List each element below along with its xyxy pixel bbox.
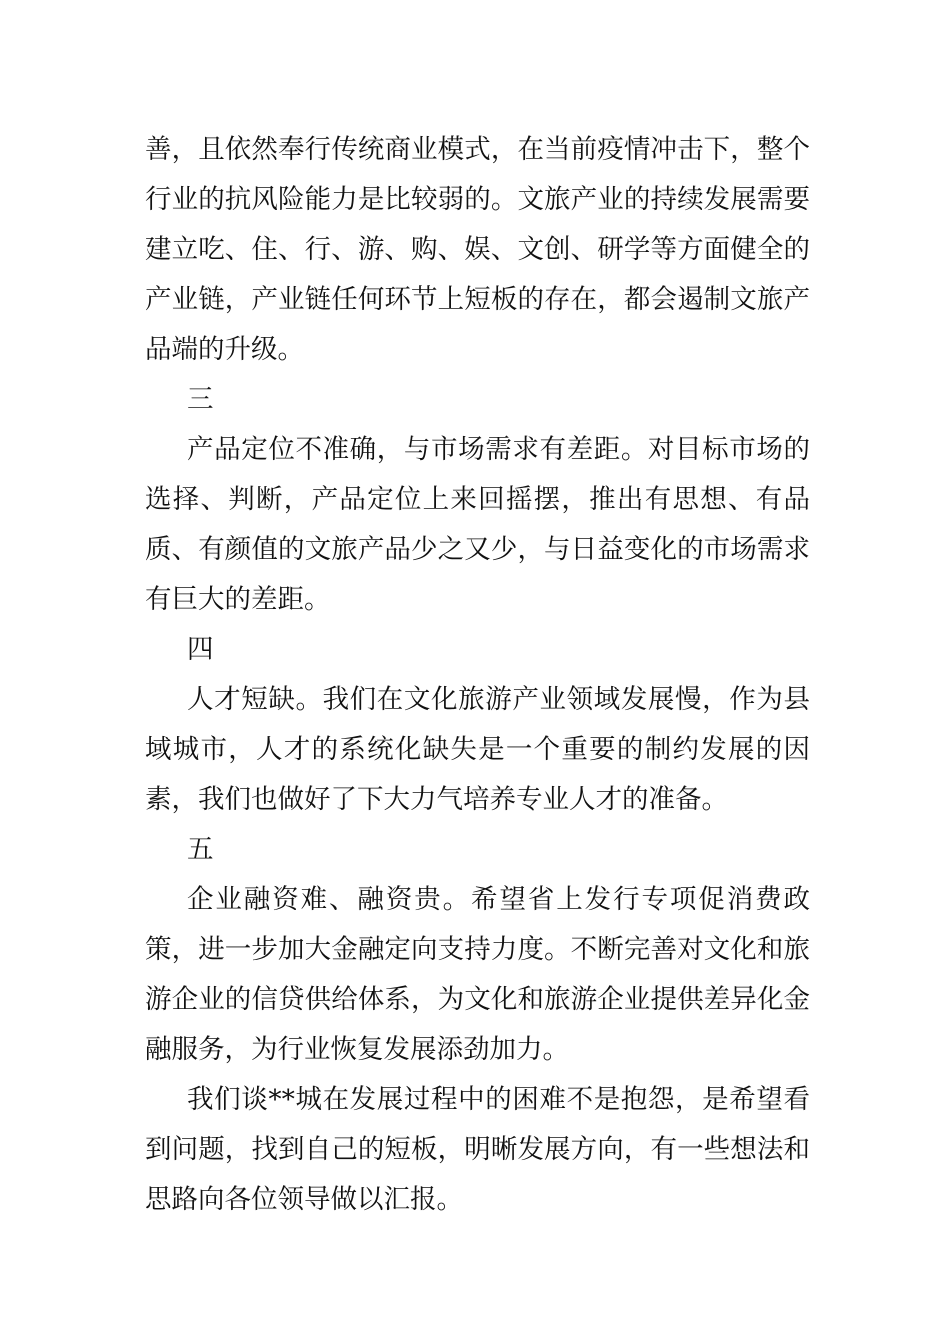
paragraph-conclusion: 我们谈**城在发展过程中的困难不是抱怨，是希望看到问题，找到自己的短板，明晰发展方向，有一些想法和思路向各位领导做以汇报。: [145, 1084, 810, 1215]
paragraph-talent-shortage: 人才短缺。我们在文化旅游产业领域发展慢，作为县域城市，人才的系统化缺失是一个重要的制约发展的因素，我们也做好了下大力气培养专业人才的准备。: [145, 684, 810, 815]
section-heading-three: 三: [187, 384, 214, 415]
document-body: [145, 125, 810, 1225]
paragraph-product-positioning: 产品定位不准确，与市场需求有差距。对目标市场的选择、判断，产品定位上来回摇摆，推出有思想、有品质、有颜值的文旅产品少之又少，与日益变化的市场需求有巨大的差距。: [145, 434, 810, 615]
section-heading-four: 四: [187, 634, 214, 665]
paragraph-continuation: 善，且依然奉行传统商业模式，在当前疫情冲击下，整个行业的抗风险能力是比较弱的。文旅产业的持续发展需要建立吃、住、行、游、购、娱、文创、研学等方面健全的产业链，产业链任何环节上短板的存在，都会遏制文旅产品端的升级。: [145, 134, 810, 365]
paragraph-financing: 企业融资难、融资贵。希望省上发行专项促消费政策，进一步加大金融定向支持力度。不断完善对文化和旅游企业的信贷供给体系，为文化和旅游企业提供差异化金融服务，为行业恢复发展添劲加力。: [145, 884, 810, 1065]
section-heading-five: 五: [187, 834, 214, 865]
